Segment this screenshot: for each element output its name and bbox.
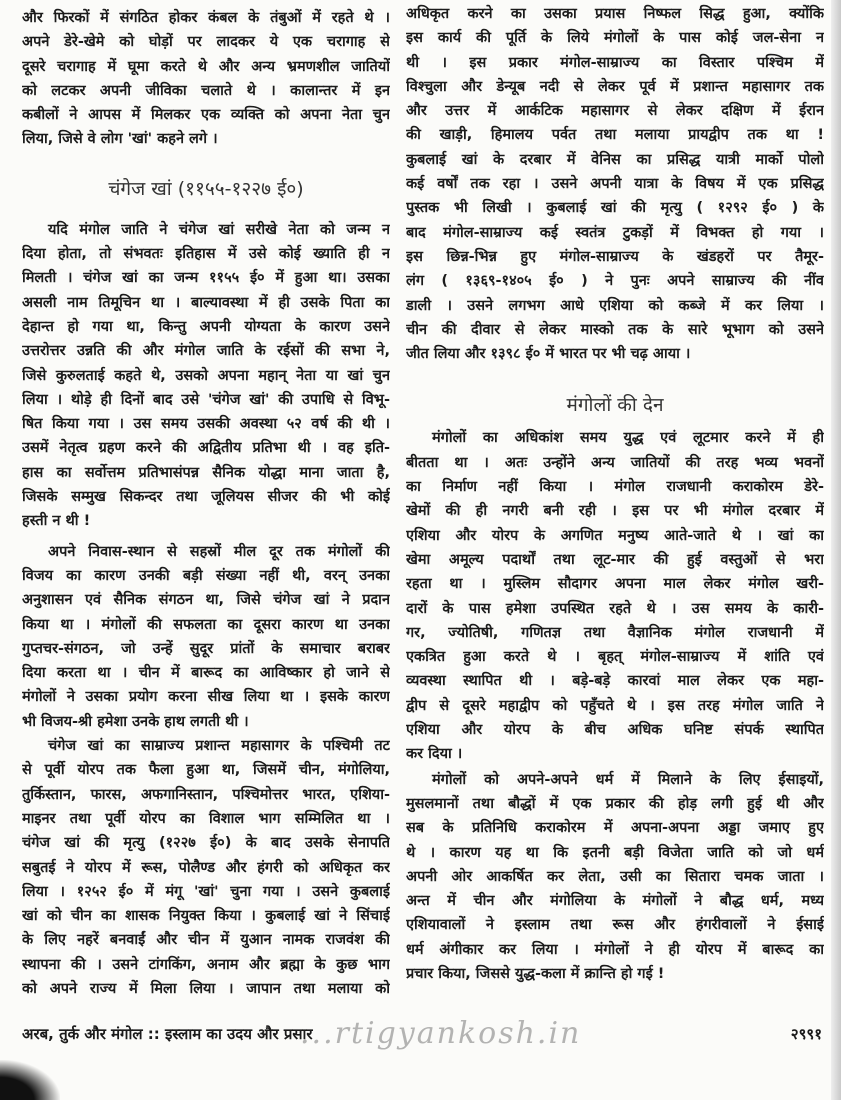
- text-line: के लिए नहरें बनवाईं और चीन में युआन नामक राजवंश की: [22, 932, 390, 949]
- paragraph: [406, 2, 824, 366]
- text-line: अधिकृत करने का उसका प्रयास निष्फल सिद्ध हुआ, क्योंकि: [406, 6, 824, 22]
- text-line: स्थापना की । उसने टांगकिंग, अनाम और ब्रह्मा के कुछ भाग: [22, 956, 390, 973]
- text-line: इस छिन्न-भिन्न हुए मंगोल-साम्राज्य के खंडहरों पर तैमूर-: [406, 248, 824, 265]
- text-line: भी विजय-श्री हमेशा उनके हाथ लगती थी ।: [22, 713, 249, 730]
- text-line: अपने डेरे-खेमे को घोड़ों पर लादकर ये एक चरागाह से: [22, 34, 390, 51]
- text-line: उसमें नेतृत्व ग्रहण करने की अद्वितीय प्रतिभा थी । वह इति-: [22, 440, 390, 457]
- text-line: कर दिया ।: [406, 746, 463, 763]
- text-line: लिया, जिसे वे लोग 'खां' कहने लगे ।: [22, 131, 218, 148]
- text-line: लंग ( १३६९-१४०५ ई० ) ने पुनः अपने साम्राज्य की नींव: [406, 273, 824, 290]
- text-line: गुप्तचर-संगठन, जो उन्हें सुदूर प्रांतों के समाचार बराबर: [22, 640, 390, 657]
- text-line: खेमा अमूल्य पदार्थों तथा लूट-मार की हुई वस्तुओं से भरा: [406, 551, 824, 568]
- left-column: [22, 0, 390, 1001]
- text-line: दिया होता, तो संभवतः इतिहास में उसे कोई ख्याति ही न: [22, 246, 390, 263]
- text-line: बीतता था । अतः उन्होंने अन्य जातियों की तरह भव्य भवनों: [406, 454, 824, 471]
- text-line: की खाड़ी, हिमालय पर्वत तथा मलाया प्रायद्वीप तक था !: [406, 127, 824, 144]
- text-line: मिलती । चंगेज खां का जन्म ११५५ ई० में हुआ था। उसका: [22, 270, 390, 287]
- paragraph: [22, 6, 390, 152]
- text-line: बाद मंगोल-साम्राज्य कई स्वतंत्र टुकड़ों में विभक्त हो गया ।: [406, 224, 824, 241]
- text-line: मुसलमानों तथा बौद्धों में एक प्रकार की होड़ लगी हुई थी और: [406, 795, 824, 812]
- paragraph: [22, 218, 390, 534]
- page-number: २९९१: [790, 1025, 822, 1043]
- text-line: थे । कारण यह था कि इतनी बड़ी विजेता जाति को जो धर्म: [406, 844, 824, 861]
- text-line: हस्ती न थी !: [22, 513, 91, 530]
- text-line: पुस्तक भी लिखी । कुबलाई खां की मृत्यु ( १२९२ ई० ) के: [406, 200, 824, 217]
- text-line: तुर्किस्तान, फारस, अफगानिस्तान, पश्चिमोत्तर भारत, एशिया-: [22, 786, 390, 803]
- text-line: देहान्त हो गया था, किन्तु अपनी योग्यता के कारण उसने: [22, 318, 390, 335]
- text-line: कई वर्षों तक रहा । उसने अपनी यात्रा के विषय में एक प्रसिद्ध: [406, 176, 824, 193]
- text-line: खेमों की ही नगरी बनी रही । इस पर भी मंगोल दरबार में: [406, 503, 824, 520]
- text-line: षित किया गया । उस समय उसकी अवस्था ५२ वर्ष की थी ।: [22, 416, 390, 433]
- text-line: कुबलाई खां के दरबार में वेनिस का प्रसिद्ध यात्री मार्को पोलो: [406, 151, 824, 168]
- text-line: कबीलों ने आपस में मिलकर एक व्यक्ति को अपना नेता चुन: [22, 107, 390, 124]
- text-line: जीत लिया और १३९८ ई० में भारत पर भी चढ़ आया ।: [406, 346, 691, 363]
- text-line: डाली । उसने लगभग आधे एशिया को कब्जे में कर लिया ।: [406, 297, 824, 314]
- text-line: चीन की दीवार से लेकर मास्को तक के सारे भूभाग को उसने: [406, 321, 824, 338]
- text-line: व्यवस्था स्थापित थी । बड़े-बड़े कारवां माल लेकर एक महा-: [406, 673, 824, 690]
- paragraph: [406, 426, 824, 766]
- section-heading: मंगोलों की देन: [566, 394, 664, 417]
- text-line: को लटकर अपनी जीविका चलाते थे । कालान्तर में इन: [22, 82, 390, 99]
- text-line: खां को चीन का शासक नियुक्त किया । कुबलाई खां ने सिंचाई: [22, 908, 390, 925]
- text-line: और उत्तर में आर्कटिक महासागर से लेकर दक्षिण में ईरान: [406, 103, 824, 120]
- text-line: सबुतई ने योरप में रूस, पोलैण्ड और हंगरी को अधिकृत कर: [22, 859, 390, 876]
- paragraph: [22, 734, 390, 1001]
- text-line: सब के प्रतिनिधि कराकोरम में अपना-अपना अड्डा जमाए हुए: [406, 820, 824, 837]
- text-line: उत्तरोत्तर उन्नति की और मंगोल जाति के रईसों की सभा ने,: [22, 343, 390, 360]
- running-title: अरब, तुर्क और मंगोल :: इस्लाम का उदय और प्रसार: [22, 1025, 313, 1043]
- paragraph: [406, 768, 824, 987]
- text-line: रहता था । मुस्लिम सौदागर अपना माल लेकर मंगोल खरी-: [406, 576, 824, 593]
- text-line: लिया । १२५२ ई० में मंगू 'खां' चुना गया । उसने कुबलाई: [22, 883, 390, 900]
- text-line: इस कार्य की पूर्ति के लिये मंगोलों के पास कोई जल-सेना न: [406, 30, 824, 47]
- text-line: एशिया और योरप के बीच अधिक घनिष्ट संपर्क स्थापित: [406, 722, 824, 739]
- text-line: से पूर्वी योरप तक फैला हुआ था, जिसमें चीन, मंगोलिया,: [22, 762, 390, 779]
- section-heading: चंगेज खां (११५५-१२२७ ई०): [108, 177, 304, 200]
- text-line: को अपने राज्य में मिला लिया । जापान तथा मलाया को: [22, 980, 390, 997]
- text-line: विश्चुला और डेन्यूब नदी से लेकर पूर्व में प्रशान्त महासागर तक: [406, 78, 824, 95]
- text-line: गर, ज्योतिषी, गणितज्ञ तथा वैज्ञानिक मंगोल राजधानी में: [406, 624, 824, 641]
- text-line: लिया । थोड़े ही दिनों बाद उसे 'चंगेज खां' की उपाधि से विभू-: [22, 391, 390, 408]
- text-line: यदि मंगोल जाति ने चंगेज खां सरीखे नेता को जन्म न: [48, 221, 390, 238]
- scan-corner-shadow: [0, 1060, 60, 1100]
- text-line: अपनी ओर आकर्षित कर लेता, उसी का सितारा चमक जाता ।: [406, 868, 824, 885]
- text-line: असली नाम तिमूचिन था । बाल्यावस्था में ही उसके पिता का: [22, 294, 390, 311]
- text-line: मंगोलों ने उसका प्रयोग करना सीख लिया था । इसके कारण: [22, 689, 390, 706]
- text-line: एशियावालों ने इस्लाम तथा रूस और हंगरीवालों ने ईसाई: [406, 917, 824, 934]
- text-line: का निर्माण नहीं किया । मंगोल राजधानी कराकोरम डेरे-: [406, 479, 824, 496]
- text-line: अनुशासन एवं सैनिक संगठन था, जिसे चंगेज खां ने प्रदान: [22, 592, 390, 609]
- page-edge-shadow: [831, 0, 841, 1100]
- text-line: और फिरकों में संगठित होकर कंबल के तंबुओं में रहते थे ।: [22, 10, 390, 26]
- text-line: चंगेज खां का साम्राज्य प्रशान्त महासागर के पश्चिमी तट: [48, 738, 390, 755]
- text-line: मंगोलों का अधिकांश समय युद्ध एवं लूटमार करने में ही: [432, 430, 824, 447]
- text-line: एशिया और योरप के अगणित मनुष्य आते-जाते थे । खां का: [406, 527, 824, 544]
- text-line: अपने निवास-स्थान से सहस्रों मील दूर तक मंगोलों की: [48, 543, 390, 560]
- text-line: माइनर तथा पूर्वी योरप का विशाल भाग सम्मिलित था ।: [22, 810, 390, 827]
- text-line: धर्म अंगीकार कर लिया । मंगोलों ने ही योरप में बारूद का: [406, 941, 824, 958]
- text-line: थी । इस प्रकार मंगोल-साम्राज्य का विस्तार पश्चिम में: [406, 54, 824, 71]
- watermark: ...rtigyankosh.in: [300, 1016, 582, 1051]
- paragraph: [22, 540, 390, 734]
- text-line: एकत्रित हुआ करते थे । बृहत् मंगोल-साम्राज्य में शांति एवं: [406, 649, 824, 666]
- text-line: किया था । मंगोलों की सफलता का दूसरा कारण था उनका: [22, 616, 390, 633]
- text-line: विजय का कारण उनकी बड़ी संख्या नहीं थी, वरन् उनका: [22, 567, 390, 584]
- text-line: हास का सर्वोत्तम प्रतिभासंपन्न सैनिक योद्धा माना जाता है,: [22, 464, 390, 481]
- text-line: दूसरे चरागाह में घूमा करते थे और अन्य भ्रमणशील जातियों: [22, 58, 390, 75]
- text-line: जिसे कुरुलताई कहते थे, उसको अपना महान् नेता या खां चुन: [22, 367, 390, 384]
- text-line: दिया करता था । चीन में बारूद का आविष्कार हो जाने से: [22, 665, 390, 682]
- right-column: [406, 0, 824, 986]
- text-line: द्वीप से दूसरे महाद्वीप को पहुँचते थे । इस तरह मंगोल जाति ने: [406, 697, 824, 714]
- text-line: प्रचार किया, जिससे युद्ध-कला में क्रान्ति हो गई !: [406, 965, 665, 982]
- text-line: मंगोलों को अपने-अपने धर्म में मिलाने के लिए ईसाइयों,: [432, 771, 824, 788]
- text-line: जिसके सम्मुख सिकन्दर तथा जूलियस सीजर की भी कोई: [22, 489, 390, 506]
- text-line: दारों के पास हमेशा उपस्थित रहते थे । उस समय के कारी-: [406, 600, 824, 617]
- text-line: अन्त में चीन और मंगोलिया के मंगोलों ने बौद्ध धर्म, मध्य: [406, 893, 824, 910]
- text-line: चंगेज खां की मृत्यु (१२२७ ई०) के बाद उसके सेनापति: [22, 835, 390, 852]
